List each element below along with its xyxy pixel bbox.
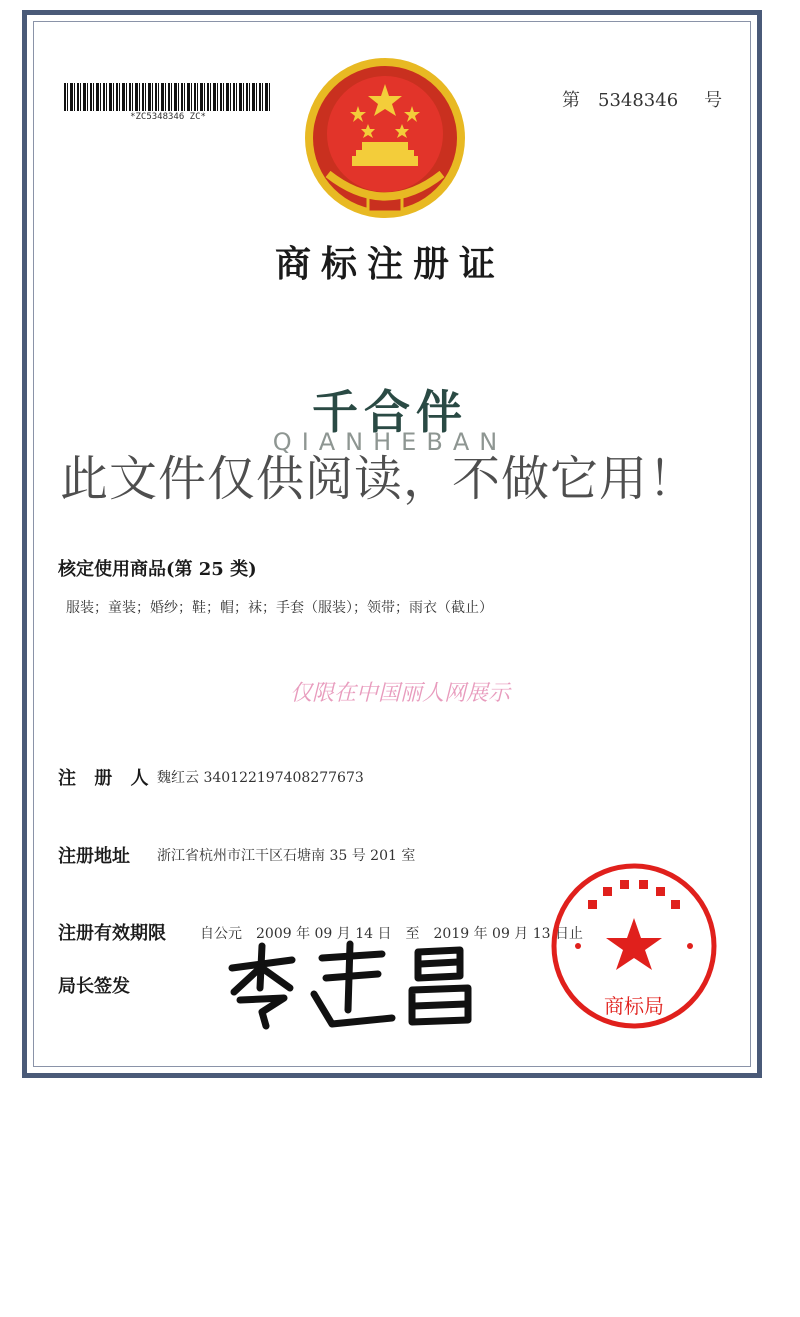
validity-from-date: 2009 年 09 月 14 日: [256, 926, 392, 942]
registrant-label: 注 册 人: [58, 768, 155, 789]
validity-label: 注册有效期限: [58, 923, 166, 944]
reg-suffix: 号: [704, 90, 723, 111]
reg-number: 5348346: [598, 90, 679, 111]
validity-to-date: 2019 年 09 月 13 日止: [433, 926, 584, 942]
reg-prefix: 第: [562, 90, 580, 111]
read-only-notice: 此文件仅供阅读，不做它用！: [60, 451, 698, 507]
director-signature: [222, 938, 482, 1030]
validity-from-prefix: 自公元: [200, 926, 242, 942]
trademark-chinese: 千合伴: [312, 385, 468, 439]
trademark-pinyin: QIANHEBAN: [272, 428, 508, 456]
validity-to-word: 至: [405, 926, 420, 942]
address-value: 浙江省杭州市江干区石塘南 35 号 201 室: [157, 848, 416, 864]
director-label: 局长签发: [58, 976, 130, 997]
national-emblem-icon: [298, 54, 472, 226]
registrant-value: 魏红云 340122197408277673: [157, 770, 364, 786]
address-label: 注册地址: [58, 846, 130, 867]
goods-list: 服装；童装；婚纱；鞋；帽；袜；手套（服装）；领带；雨衣（截止）: [66, 600, 493, 616]
barcode: [64, 83, 272, 111]
site-watermark: 仅限在中国丽人网展示: [289, 681, 510, 706]
seal-center-text: 商标局: [604, 994, 664, 1018]
barcode-text: *ZC5348346 ZC*: [130, 112, 206, 122]
goods-label: 核定使用商品(第 25 类): [58, 559, 257, 580]
registration-number: [562, 86, 722, 112]
document-title: 商标注册证: [274, 243, 505, 285]
